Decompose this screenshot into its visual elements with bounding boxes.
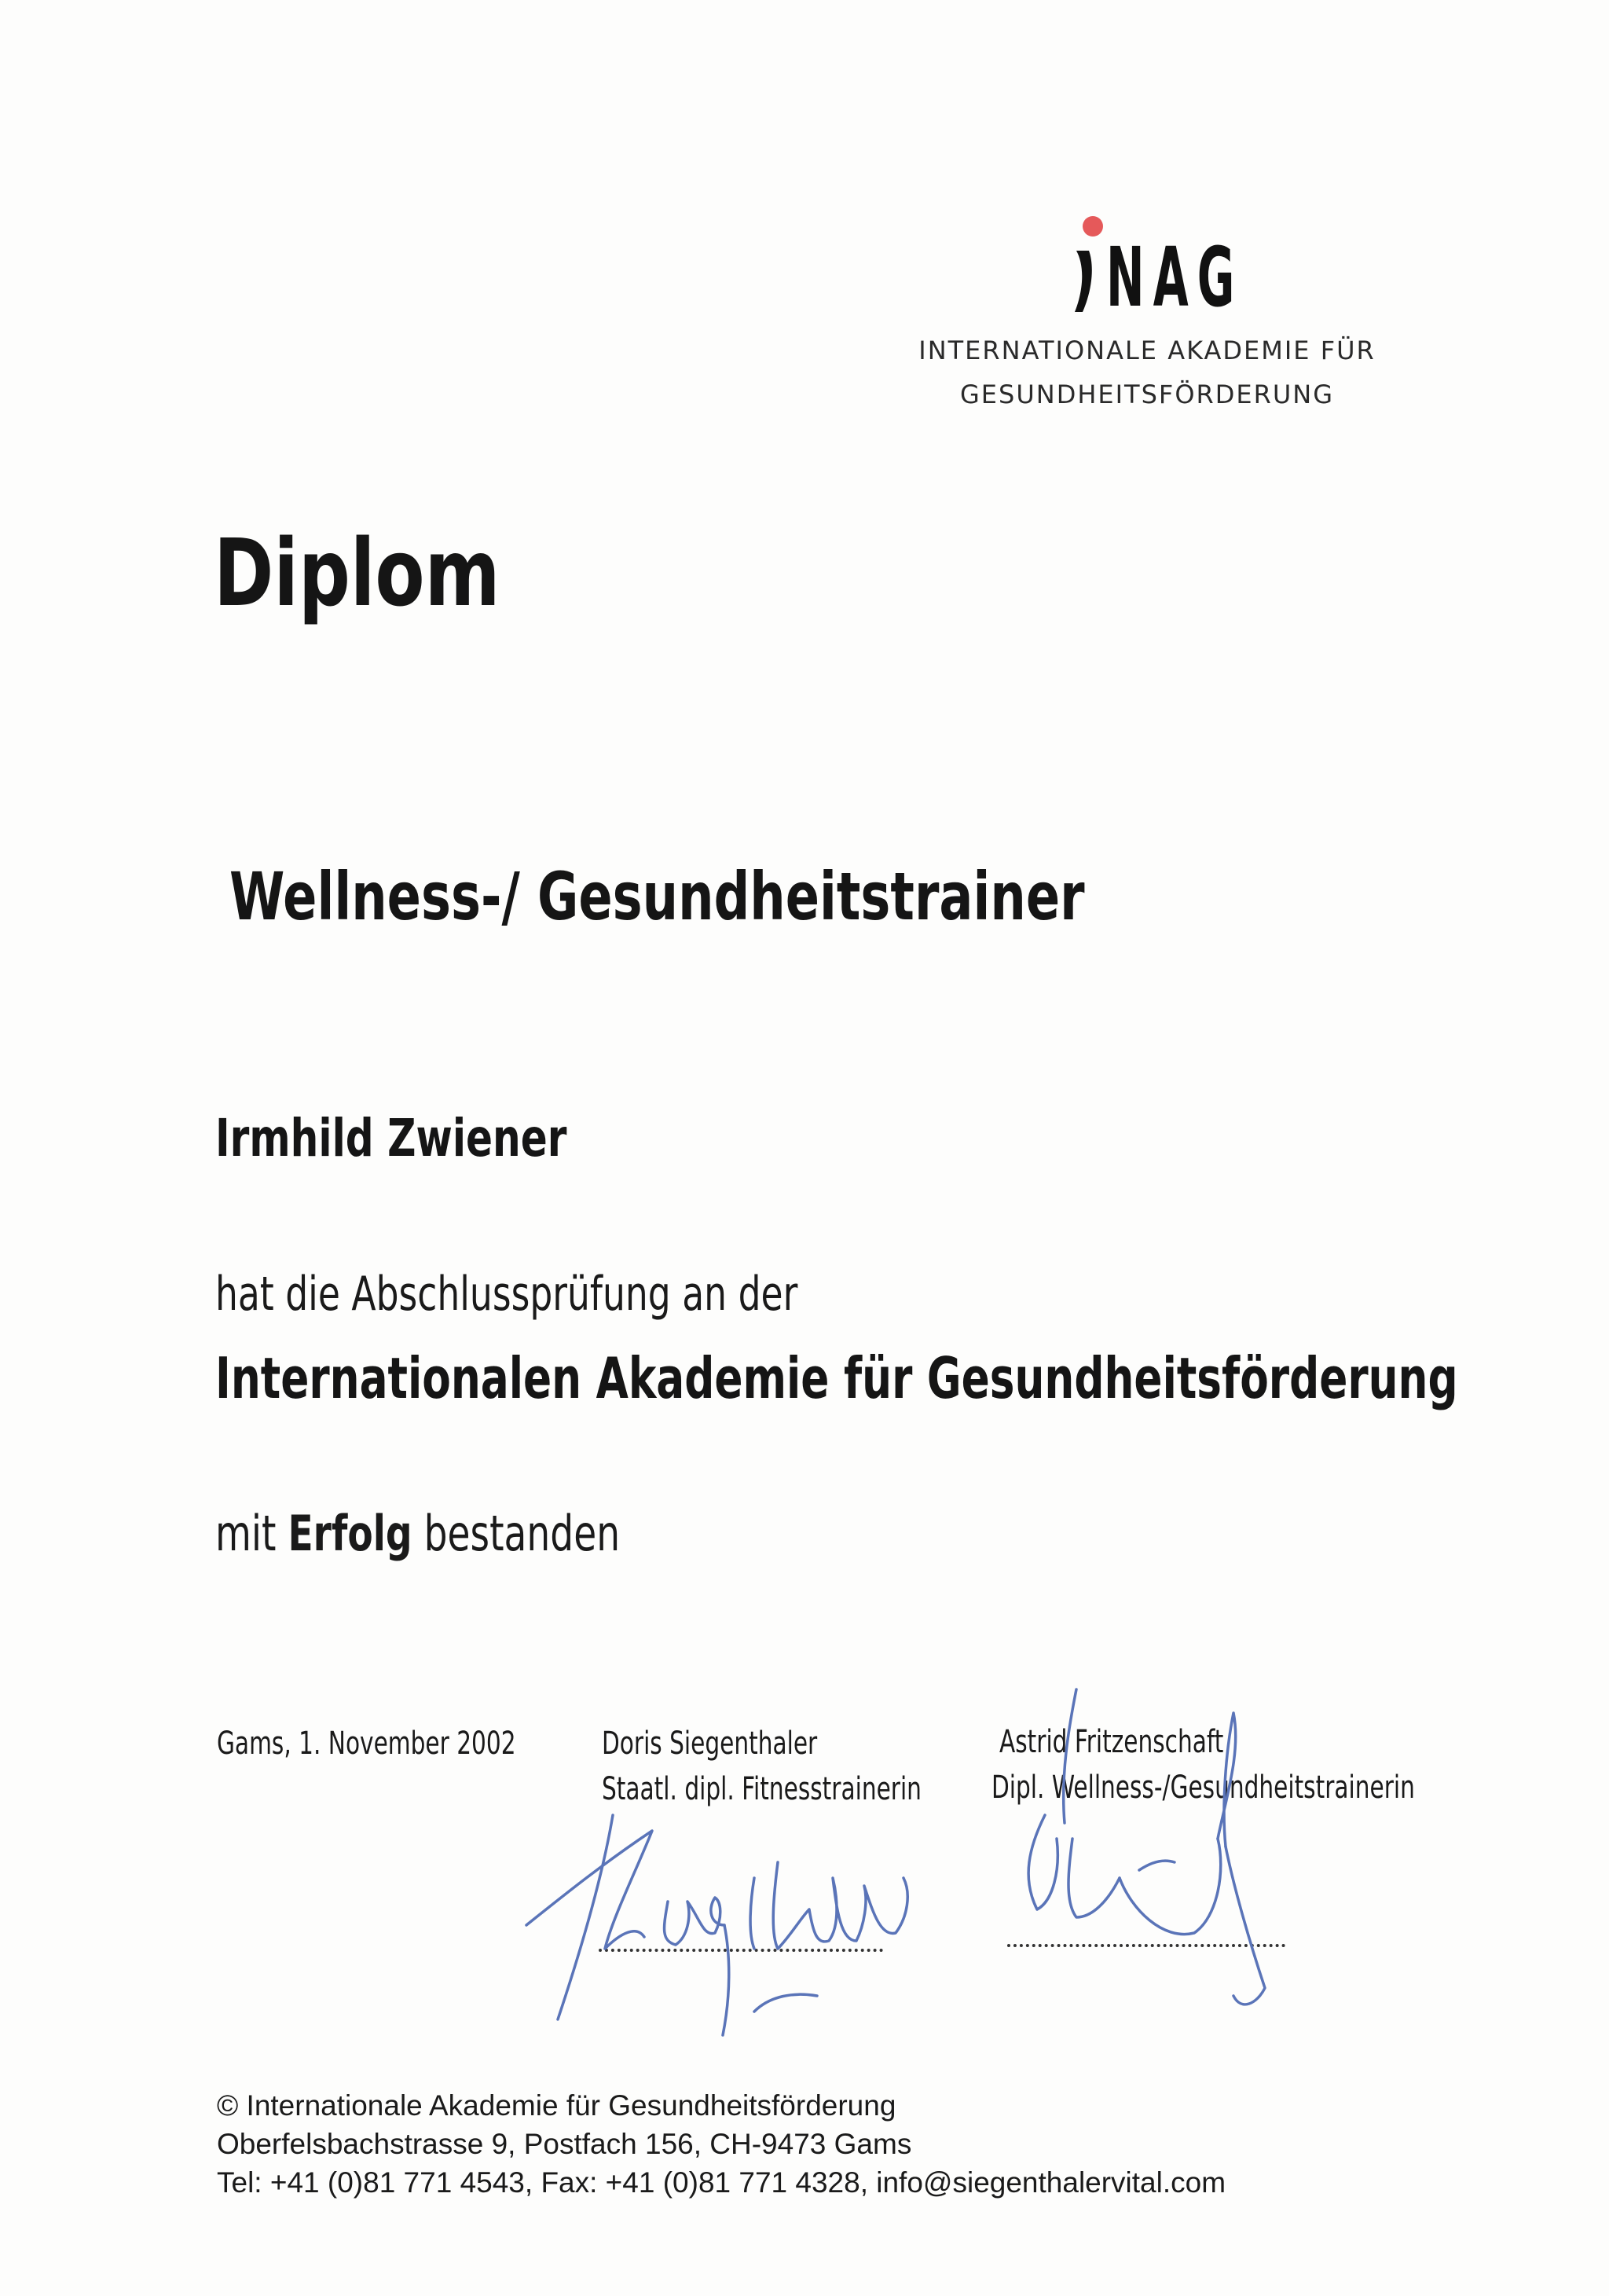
footer-copyright: © Internationale Akademie für Gesundheitsförderung bbox=[217, 2089, 896, 2122]
place-date: Gams, 1. November 2002 bbox=[217, 1726, 516, 1762]
signer1-name: Doris Siegenthaler bbox=[602, 1726, 818, 1762]
exam-text: hat die Abschlussprüfung an der bbox=[215, 1267, 798, 1322]
inag-logo bbox=[903, 208, 1391, 414]
passed-text bbox=[215, 1505, 620, 1562]
signer2-name: Astrid Fritzenschaft bbox=[999, 1724, 1224, 1760]
academy-name: Internationalen Akademie für Gesundheitsförderung bbox=[215, 1345, 1458, 1411]
logo-dot-icon bbox=[1083, 216, 1103, 237]
passed-word-bold: Erfolg bbox=[288, 1505, 412, 1562]
signer2-title: Dipl. Wellness-/Gesundheitstrainerin bbox=[991, 1770, 1415, 1806]
diploma-title: Diplom bbox=[214, 519, 500, 627]
logo-letters: NAG bbox=[1106, 229, 1244, 325]
signer1-title: Staatl. dipl. Fitnesstrainerin bbox=[602, 1771, 922, 1807]
signature-2-icon bbox=[982, 1682, 1281, 2043]
footer bbox=[217, 2086, 1226, 2202]
recipient-name: Irmhild Zwiener bbox=[215, 1108, 567, 1168]
logo-i-stroke-icon bbox=[1072, 248, 1103, 315]
logo-mark bbox=[1045, 208, 1249, 326]
footer-address: Oberfelsbachstrasse 9, Postfach 156, CH-9473 Gams bbox=[217, 2128, 912, 2160]
passed-word-2: bestanden bbox=[423, 1505, 621, 1562]
signature-1-icon bbox=[519, 1799, 943, 2051]
logo-subtitle-line2: GESUNDHEITSFÖRDERUNG bbox=[960, 380, 1334, 409]
course-name: Wellness-/ Gesundheitstrainer bbox=[229, 858, 1085, 935]
footer-contact: Tel: +41 (0)81 771 4543, Fax: +41 (0)81 771 4328, info@siegenthalervital.com bbox=[217, 2166, 1226, 2199]
logo-subtitle-line1: INTERNATIONALE AKADEMIE FÜR bbox=[918, 336, 1376, 365]
passed-word-1: mit bbox=[215, 1505, 277, 1562]
